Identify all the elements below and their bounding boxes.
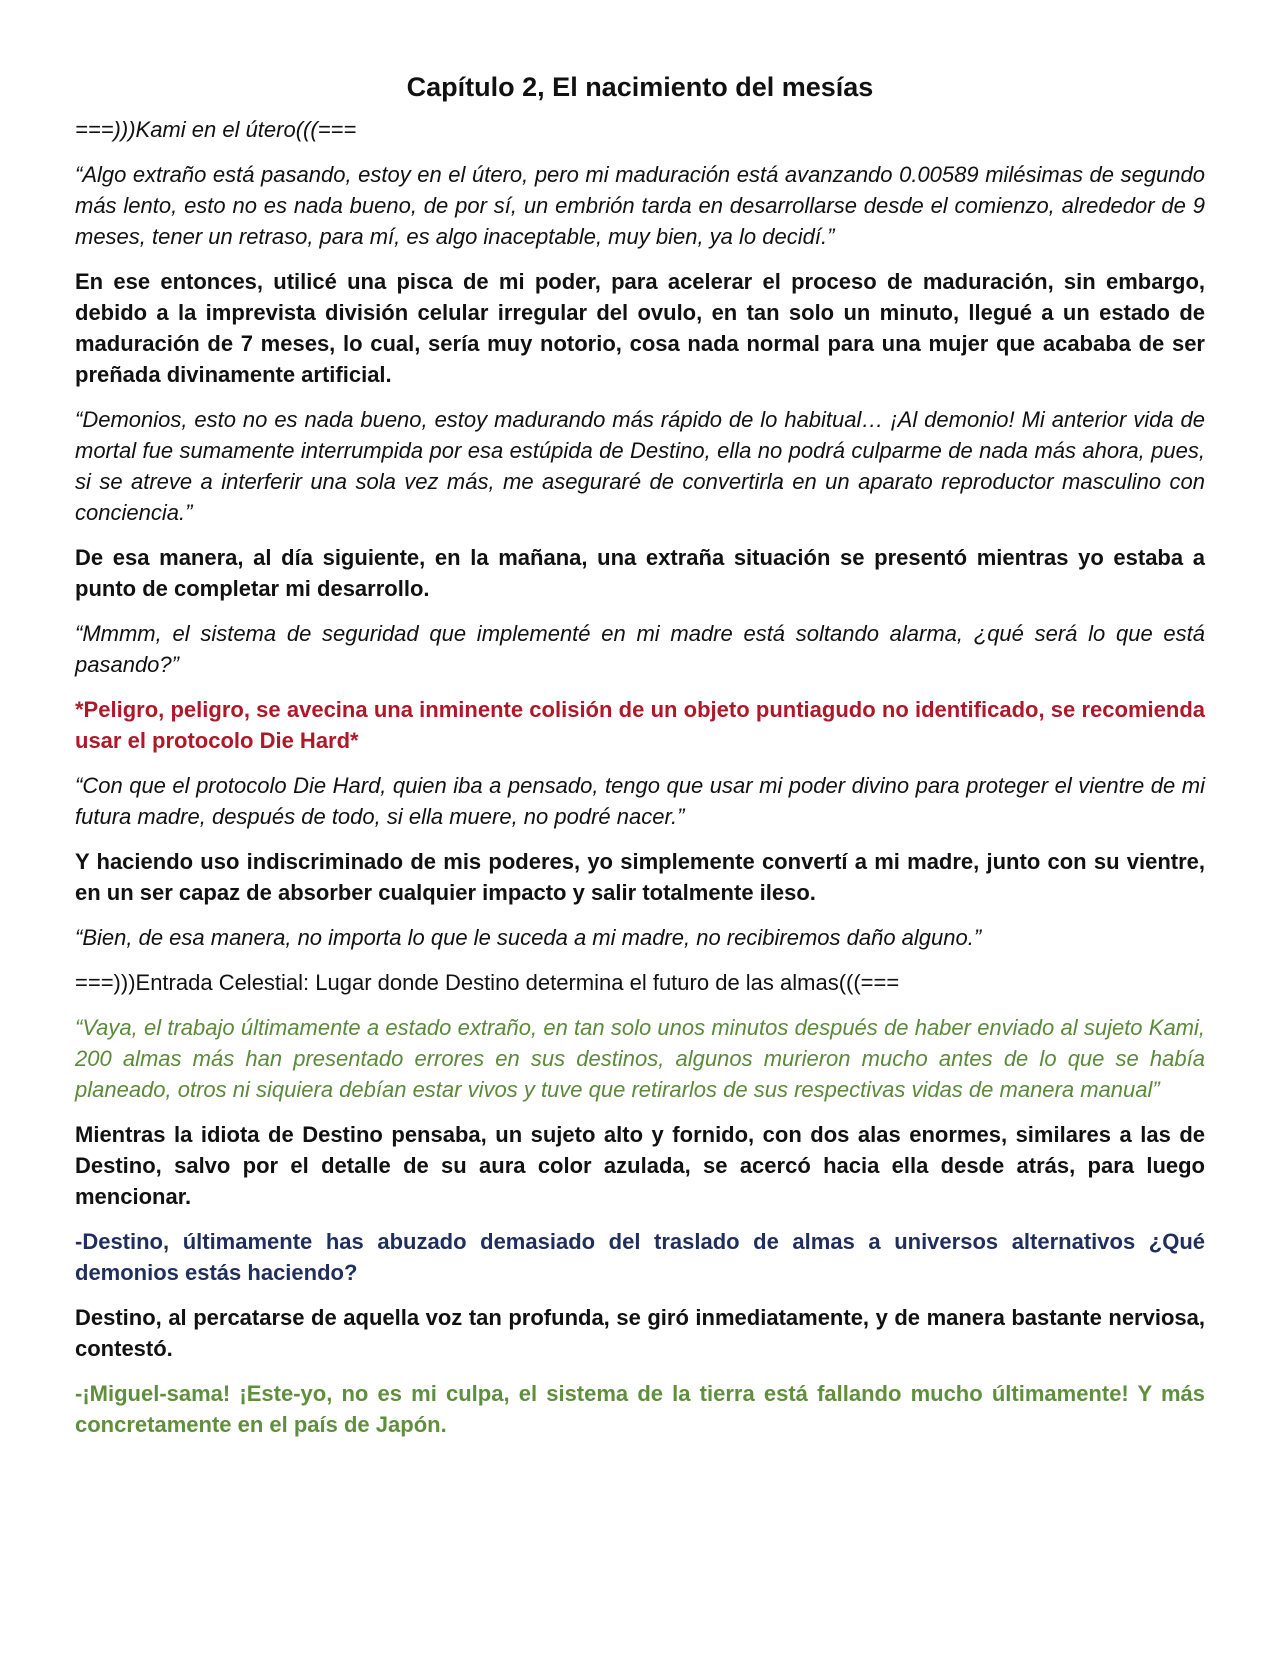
paragraph-10: “Bien, de esa manera, no importa lo que le suceda a mi madre, no recibiremos daño alguno.” bbox=[75, 925, 982, 950]
paragraph-14: -Destino, últimamente has abuzado demasiado del traslado de almas a universos alternativos ¿Qué demonios estás haciendo? bbox=[75, 1229, 1205, 1285]
paragraph-12: “Vaya, el trabajo últimamente a estado extraño, en tan solo unos minutos después de haber enviado al sujeto Kami, 200 almas más han presentado errores en sus destinos, algunos murieron mucho antes de lo que se había planeado, otros ni siquiera debían estar vivos y tuve que retirarlos de sus respectivas vidas de manera manual” bbox=[75, 1015, 1205, 1102]
paragraph-4: “Demonios, esto no es nada bueno, estoy madurando más rápido de lo habitual… ¡Al demonio! Mi anterior vida de mortal fue sumamente interrumpida por esa estúpida de Destino, ella no podrá culparme de nada más ahora, pues, si se atreve a interferir una sola vez más, me aseguraré de convertirla en un aparato reproductor masculino con conciencia.” bbox=[75, 407, 1205, 525]
paragraph-16: -¡Miguel-sama! ¡Este-yo, no es mi culpa, el sistema de la tierra está fallando mucho últimamente! Y más concretamente en el país de Japón. bbox=[75, 1381, 1205, 1437]
paragraph-2: “Algo extraño está pasando, estoy en el útero, pero mi maduración está avanzando 0.00589 milésimas de segundo más lento, esto no es nada bueno, de por sí, un embrión tarda en desarrollarse desde el comienzo, alrededor de 9 meses, tener un retraso, para mí, es algo inaceptable, muy bien, ya lo decidí.” bbox=[75, 162, 1205, 249]
paragraph-9: Y haciendo uso indiscriminado de mis poderes, yo simplemente convertí a mi madre, junto con su vientre, en un ser capaz de absorber cualquier impacto y salir totalmente ileso. bbox=[75, 849, 1205, 905]
paragraph-3: En ese entonces, utilicé una pisca de mi poder, para acelerar el proceso de maduración, sin embargo, debido a la imprevista división celular irregular del ovulo, en tan solo un minuto, llegué a un estado de maduración de 7 meses, lo cual, sería muy notorio, cosa nada normal para una mujer que acababa de ser preñada divinamente artificial. bbox=[75, 269, 1205, 387]
chapter-body bbox=[75, 114, 1205, 1440]
paragraph-1: ===)))Kami en el útero(((=== bbox=[75, 117, 357, 142]
paragraph-6: “Mmmm, el sistema de seguridad que implementé en mi madre está soltando alarma, ¿qué será lo que está pasando?” bbox=[75, 621, 1205, 677]
chapter-title: Capítulo 2, El nacimiento del mesías bbox=[406, 72, 874, 102]
document-page bbox=[75, 70, 1205, 1454]
paragraph-7: *Peligro, peligro, se avecina una inminente colisión de un objeto puntiagudo no identificado, se recomienda usar el protocolo Die Hard* bbox=[75, 697, 1205, 753]
paragraph-11: ===)))Entrada Celestial: Lugar donde Destino determina el futuro de las almas(((=== bbox=[75, 970, 900, 995]
paragraph-5: De esa manera, al día siguiente, en la mañana, una extraña situación se presentó mientras yo estaba a punto de completar mi desarrollo. bbox=[75, 545, 1205, 601]
paragraph-13: Mientras la idiota de Destino pensaba, un sujeto alto y fornido, con dos alas enormes, similares a las de Destino, salvo por el detalle de su aura color azulada, se acercó hacia ella desde atrás, para luego mencionar. bbox=[75, 1122, 1205, 1209]
paragraph-8: “Con que el protocolo Die Hard, quien iba a pensado, tengo que usar mi poder divino para proteger el vientre de mi futura madre, después de todo, si ella muere, no podré nacer.” bbox=[75, 773, 1205, 829]
paragraph-15: Destino, al percatarse de aquella voz tan profunda, se giró inmediatamente, y de manera bastante nerviosa, contestó. bbox=[75, 1305, 1205, 1361]
